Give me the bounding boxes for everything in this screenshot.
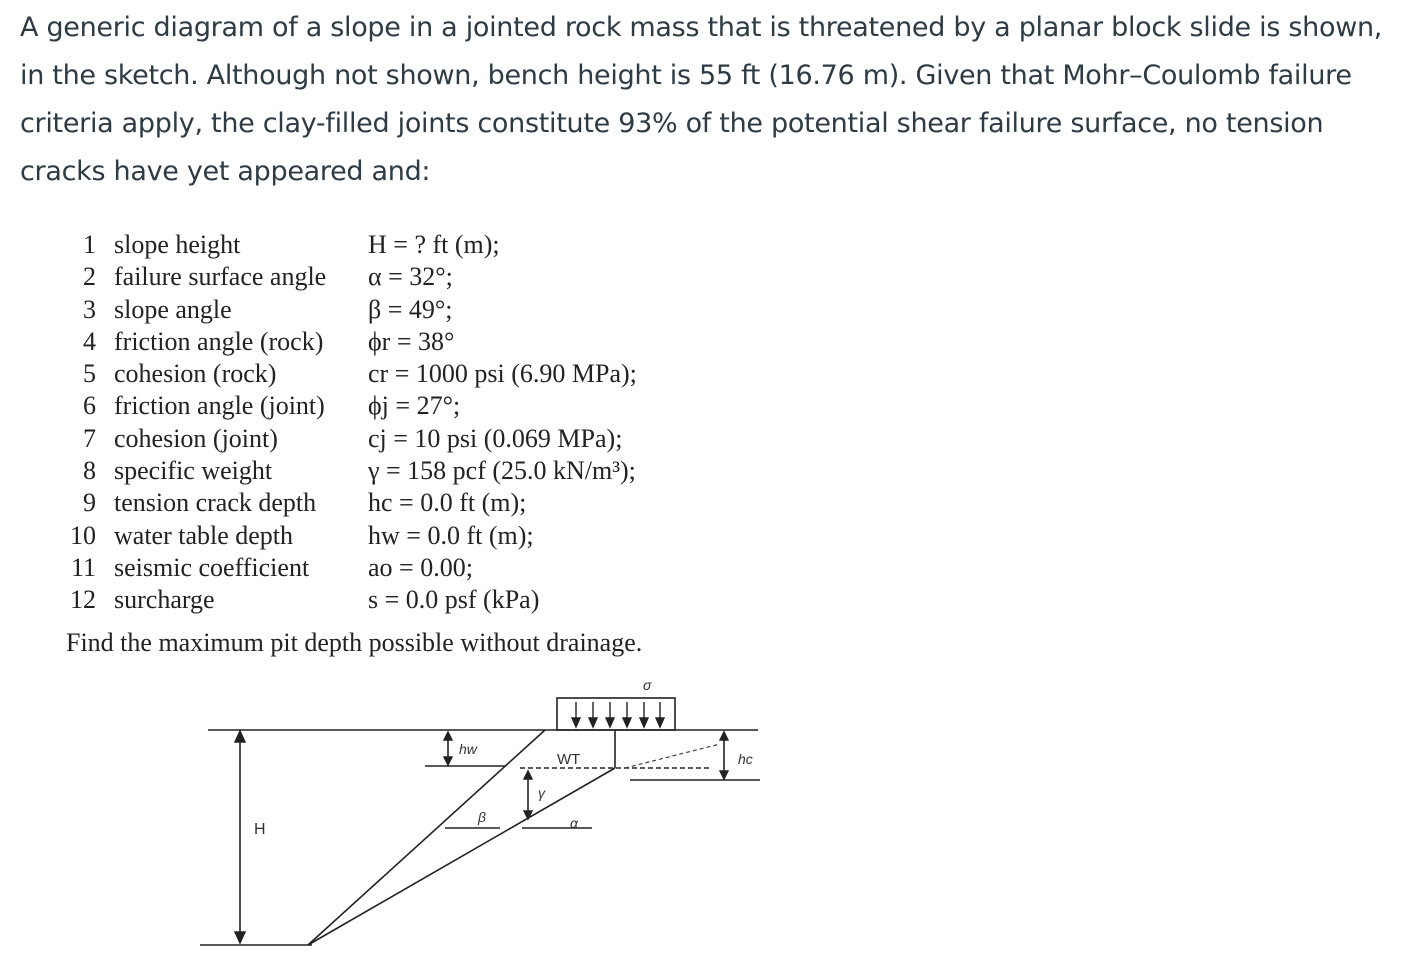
gamma-arrowhead-top bbox=[524, 771, 532, 779]
parameter-number: 2 bbox=[83, 262, 96, 292]
parameter-value: H = ? ft (m); bbox=[368, 230, 500, 259]
parameter-number: 4 bbox=[83, 326, 96, 356]
parameter-number: 9 bbox=[83, 488, 96, 518]
hw-arrowhead-bottom bbox=[444, 757, 452, 765]
parameter-label: water table depth bbox=[114, 520, 294, 550]
surcharge-arrowhead bbox=[572, 718, 580, 727]
parameter-value: β = 49°; bbox=[368, 294, 453, 324]
parameter-number: 6 bbox=[83, 391, 96, 421]
parameter-label: seismic coefficient bbox=[114, 552, 310, 582]
gamma-label: γ bbox=[538, 785, 545, 801]
parameter-number: 8 bbox=[83, 456, 96, 486]
parameter-value: cr = 1000 psi (6.90 MPa); bbox=[368, 359, 637, 389]
parameter-number: 7 bbox=[83, 423, 96, 453]
parameter-value: γ = 158 pcf (25.0 kN/m³); bbox=[368, 456, 636, 486]
failure-plane-line bbox=[308, 768, 615, 945]
hw-label: hw bbox=[459, 741, 477, 757]
parameter-label: friction angle (rock) bbox=[114, 326, 324, 356]
sigma-label: σ bbox=[643, 677, 652, 693]
parameter-value: ϕj = 27°; bbox=[368, 391, 461, 421]
parameter-value: α = 32°; bbox=[368, 262, 453, 292]
hc-arrowhead-bottom bbox=[720, 771, 728, 779]
gamma-arrowhead-bottom bbox=[524, 811, 532, 819]
parameter-label: cohesion (rock) bbox=[114, 359, 277, 389]
parameter-number: 12 bbox=[70, 585, 96, 615]
beta-label: β bbox=[478, 809, 486, 825]
intro-paragraph: A generic diagram of a slope in a jointed rock mass that is threatened by a planar block slide is shown, in the sketch. Although not shown, bench height is 55 ft (16.76 m). Given that Mohr–Coulomb failure criteria apply, the clay-filled joints constitute 93% of the potential shear failure surface, no tension cracks have yet appeared and: bbox=[20, 12, 1383, 187]
parameter-value: hc = 0.0 ft (m); bbox=[368, 488, 527, 518]
parameter-label: slope height bbox=[114, 230, 241, 259]
phreatic-surface-line bbox=[625, 744, 720, 768]
find-question: Find the maximum pit depth possible without drainage. bbox=[66, 628, 643, 657]
slope-face-line bbox=[308, 730, 545, 945]
height-label: H bbox=[254, 821, 266, 838]
surcharge-box bbox=[557, 698, 675, 730]
parameter-label: tension crack depth bbox=[114, 488, 317, 518]
parameter-label: friction angle (joint) bbox=[114, 391, 325, 421]
surcharge-arrowhead bbox=[623, 718, 631, 727]
surcharge-arrowhead bbox=[606, 718, 614, 727]
alpha-label: α bbox=[570, 815, 578, 831]
parameter-number: 5 bbox=[83, 359, 96, 389]
surcharge-arrowhead bbox=[589, 718, 597, 727]
parameter-label: slope angle bbox=[114, 294, 232, 324]
parameter-label: cohesion (joint) bbox=[114, 423, 278, 453]
parameter-number: 1 bbox=[83, 230, 96, 259]
parameter-number: 10 bbox=[70, 520, 96, 550]
problem-intro bbox=[20, 4, 1390, 196]
parameter-number: 11 bbox=[70, 552, 96, 582]
parameter-label: specific weight bbox=[114, 456, 273, 486]
parameter-value: ao = 0.00; bbox=[368, 552, 473, 582]
height-arrowhead-top bbox=[235, 731, 245, 742]
hc-label: hc bbox=[738, 751, 753, 767]
hw-arrowhead-top bbox=[444, 732, 452, 740]
parameter-label: surcharge bbox=[114, 585, 215, 615]
height-arrowhead-bottom bbox=[235, 932, 245, 943]
wt-label: WT bbox=[557, 751, 581, 768]
parameter-value: hw = 0.0 ft (m); bbox=[368, 520, 534, 550]
parameter-number: 3 bbox=[83, 294, 96, 324]
parameter-label: failure surface angle bbox=[114, 262, 327, 292]
surcharge-arrowhead bbox=[656, 718, 664, 727]
hc-arrowhead-top bbox=[720, 732, 728, 740]
parameter-value: s = 0.0 psf (kPa) bbox=[368, 585, 540, 615]
surcharge-arrowhead bbox=[640, 718, 648, 727]
parameter-value: ϕr = 38° bbox=[368, 326, 455, 356]
parameter-value: cj = 10 psi (0.069 MPa); bbox=[368, 423, 623, 453]
